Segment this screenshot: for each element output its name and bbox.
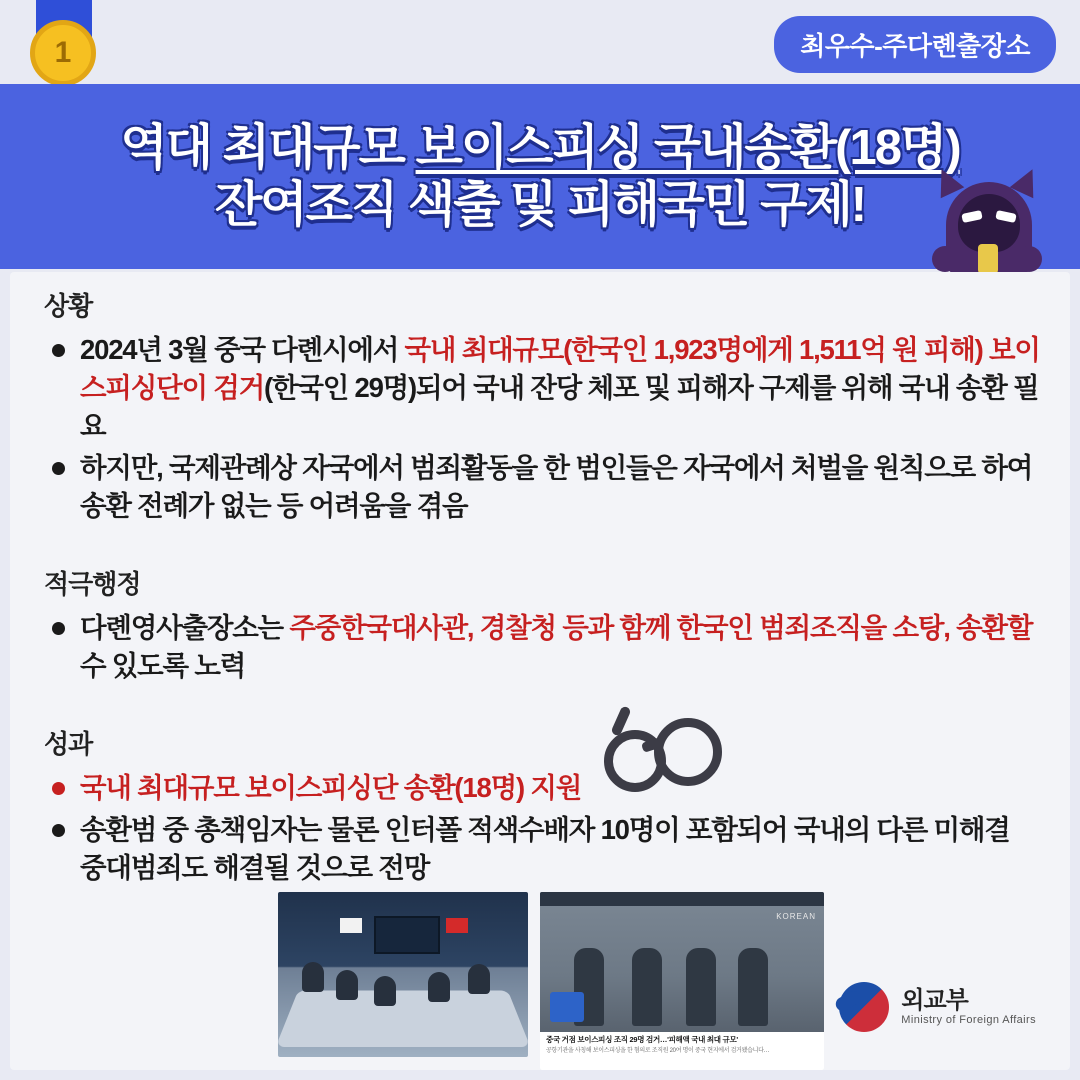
- photo-screen: [374, 916, 440, 954]
- section-results-title: 성과: [44, 729, 93, 759]
- photo-person: [336, 970, 358, 1000]
- text-part-highlight: 주중한국대사관, 경찰청 등과 함께 한국인 범죄조직을 소탕, 송환할: [289, 612, 1033, 643]
- section-action-list: [44, 609, 1040, 685]
- photo-person: [686, 948, 716, 1026]
- photo-person: [374, 976, 396, 1006]
- header-line-1-underlined: 보이스피싱 국내송환(18명): [415, 121, 960, 176]
- photo-person: [468, 964, 490, 994]
- photo-news-caption: [540, 1032, 824, 1070]
- section-action: [44, 564, 1040, 689]
- list-item: [44, 331, 1040, 445]
- photo-meeting-room: [278, 892, 528, 1057]
- ministry-name-en: Ministry of Foreign Affairs: [901, 1014, 1036, 1027]
- text-part: 하지만, 국제관례상 자국에서 범죄활동을 한 범인들은 자국에서 처벌을 원칙으로 하여 송환 전례가 없는 등 어려움을 겪음: [80, 451, 1033, 521]
- ministry-logo-text: [901, 988, 1036, 1026]
- list-item: [44, 811, 1040, 887]
- section-situation-title: 상황: [44, 291, 93, 321]
- photo-news-banner: [540, 892, 824, 906]
- section-results: [44, 724, 1040, 891]
- text-part: (한국인 29명)되어 국내 잔당 체포 및 피해자 구제를 위해 국내 송환 필요: [80, 371, 1039, 441]
- section-action-title: 적극행정: [44, 569, 141, 599]
- photo-news-chip: [550, 992, 584, 1022]
- photo-table: [278, 990, 528, 1047]
- header-line-1-plain: 역대 최대규모: [120, 121, 416, 176]
- text-part: 수 있도록 노력: [80, 649, 246, 681]
- rank-medal: [18, 0, 108, 96]
- ministry-name-kr: 외교부: [901, 986, 968, 1014]
- photo-person: [632, 948, 662, 1026]
- section-situation-list: [44, 331, 1040, 525]
- photo-person: [428, 972, 450, 1002]
- hacker-villain-icon: [924, 160, 1054, 280]
- section-results-list: [44, 769, 1040, 887]
- medal-rank-number: 1: [30, 20, 96, 86]
- text-part: 2024년 3월 중국 다롄시에서: [80, 334, 405, 365]
- text-part: 다롄영사출장소는: [80, 612, 290, 643]
- handcuffs-icon: [602, 704, 712, 784]
- villain-phone-icon: [978, 244, 998, 274]
- villain-hand-left-icon: [932, 246, 958, 272]
- villain-hand-right-icon: [1016, 246, 1042, 272]
- text-part: 송환범 중 총책임자는 물론 인터폴 적색수배자 10명이 포함되어 국내의 다른 미해결 중대범죄도 해결될 것으로 전망: [80, 813, 1010, 883]
- taegeuk-icon: [839, 982, 889, 1032]
- header-line-1: [120, 120, 959, 176]
- section-situation: [44, 286, 1040, 529]
- photo-news-caption-title: 중국 거점 보이스피싱 조직 29명 검거…'피해액 국내 최대 규모': [546, 1035, 738, 1044]
- text-part-highlight: 국내 최대규모 보이스피싱단 송환(18명) 지원: [80, 772, 582, 803]
- photo-flag-china: [446, 918, 468, 933]
- text-part-highlight: 국내 최대규모(한국인 1,923명에게 1,511억 원 피해) 보이스피싱단이 검거: [80, 334, 1040, 403]
- list-item: [44, 609, 1040, 685]
- photo-news-clip: [540, 892, 824, 1070]
- award-pill: 최우수-주다롄출장소: [774, 16, 1056, 73]
- list-item: [44, 449, 1040, 525]
- photo-person: [302, 962, 324, 992]
- content-sheet: [10, 272, 1070, 1070]
- photo-news-caption-sub: 공항기관을 사칭해 보이스피싱을 한 혐의로 조직원 20여 명이 중국 현지에서 검거됐습니다…: [546, 1047, 770, 1054]
- handcuff-ring-right-icon: [654, 718, 722, 786]
- photo-news-label: KOREAN: [776, 912, 816, 921]
- photo-flag-korea: [340, 918, 362, 933]
- ministry-logo: [839, 982, 1036, 1032]
- photo-gallery: [278, 892, 824, 1070]
- header-line-2: 잔여조직 색출 및 피해국민 구제!: [214, 177, 866, 232]
- header-band: [0, 84, 1080, 269]
- list-item: [44, 769, 1040, 807]
- photo-person: [738, 948, 768, 1026]
